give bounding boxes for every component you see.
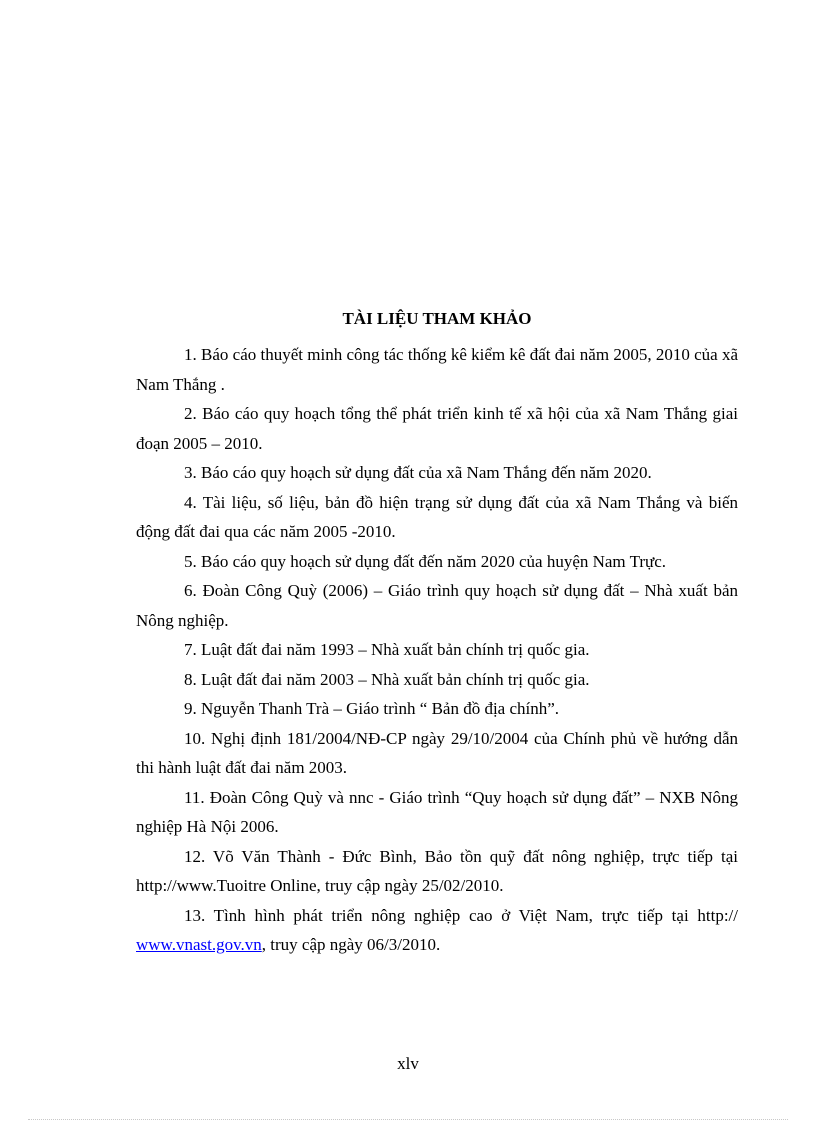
reference-item [136,901,738,960]
reference-item: 5. Báo cáo quy hoạch sử dụng đất đến năm 2020 của huyện Nam Trực. [184,551,667,571]
page-bottom-border [28,1119,788,1120]
page-title: TÀI LIỆU THAM KHẢO [342,309,532,328]
reference-item: 1. Báo cáo thuyết minh công tác thống kê kiểm kê đất đai năm 2005, 2010 của xã Nam Thắng . [136,345,738,394]
reference-item: 11. Đoàn Công Quỳ và nnc - Giáo trình “Quy hoạch sử dụng đất” – NXB Nông nghiệp Hà Nội 2006. [136,787,738,836]
page-number: xlv [397,1054,419,1073]
reference-item: 7. Luật đất đai năm 1993 – Nhà xuất bản chính trị quốc gia. [184,640,590,659]
reference-item: 2. Báo cáo quy hoạch tổng thể phát triển kinh tế xã hội của xã Nam Thắng giai đoạn 2005 – 2010. [136,404,738,453]
reference-item: 12. Võ Văn Thành - Đức Bình, Bảo tồn quỹ đất nông nghiệp, trực tiếp tại http://www.Tuoitre Online, truy cập ngày 25/02/2010. [136,846,738,895]
reference-item: 10. Nghị định 181/2004/NĐ-CP ngày 29/10/2004 của Chính phủ về hướng dẫn thi hành luật đất đai năm 2003. [136,728,738,777]
reference-item: 9. Nguyễn Thanh Trà – Giáo trình “ Bản đồ địa chính”. [184,699,560,718]
reference-item: 8. Luật đất đai năm 2003 – Nhà xuất bản chính trị quốc gia. [184,669,590,689]
vnast-link[interactable]: www.vnast.gov.vn [136,935,262,954]
reference-item: 6. Đoàn Công Quỳ (2006) – Giáo trình quy hoạch sử dụng đất – Nhà xuất bản Nông nghiệp. [136,581,738,630]
reference-text: , truy cập ngày 06/3/2010. [261,935,441,954]
reference-item: 3. Báo cáo quy hoạch sử dụng đất của xã Nam Thắng đến năm 2020. [184,463,652,482]
references-section [136,304,738,960]
reference-item: 4. Tài liệu, số liệu, bản đồ hiện trạng sử dụng đất của xã Nam Thắng và biến động đất đai qua các năm 2005 -2010. [136,492,738,541]
reference-text: 13. Tình hình phát triển nông nghiệp cao ở Việt Nam, trực tiếp tại http:// [184,905,738,925]
